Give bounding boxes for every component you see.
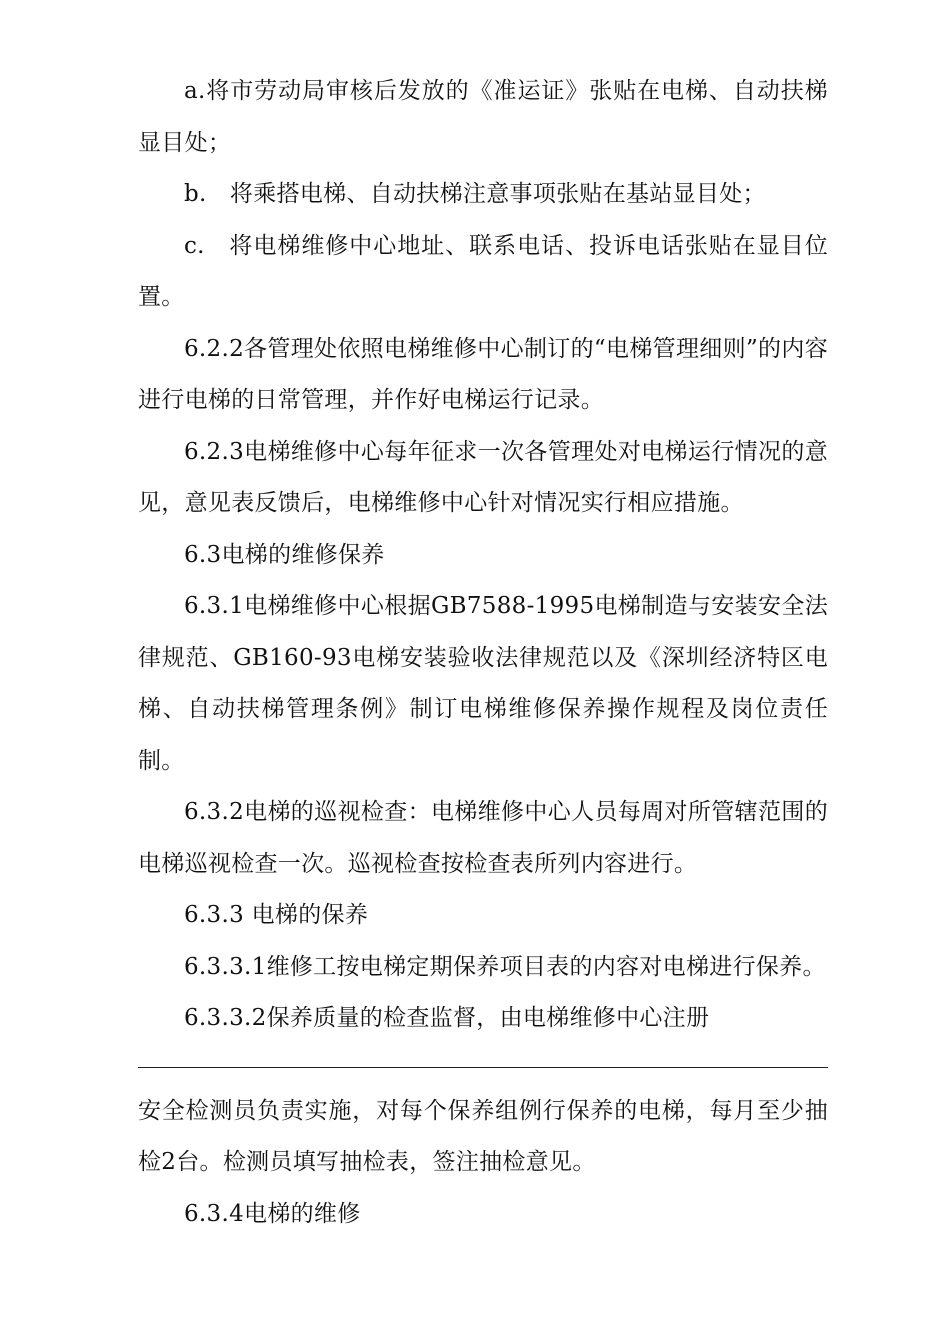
- page-divider: [138, 1067, 828, 1068]
- paragraph-a: a.将市劳动局审核后发放的《准运证》张贴在电梯、自动扶梯显目处；: [138, 78, 828, 156]
- paragraph-b: b. 将乘搭电梯、自动扶梯注意事项张贴在基站显目处；: [184, 181, 766, 207]
- paragraph-6-3-2: 6.3.2电梯的巡视检查：电梯维修中心人员每周对所管辖范围的电梯巡视检查一次。巡视检查按检查表所列内容进行。: [138, 799, 828, 877]
- paragraph-continued: 安全检测员负责实施，对每个保养组例行保养的电梯，每月至少抽检2台。检测员填写抽检表，签注抽检意见。: [138, 1097, 828, 1175]
- paragraph-6-2-2: 6.2.2各管理处依照电梯维修中心制订的“电梯管理细则”的内容进行电梯的日常管理，并作好电梯运行记录。: [138, 335, 828, 413]
- paragraph-6-3-3-2: 6.3.3.2保养质量的检查监督，由电梯维修中心注册: [184, 1005, 710, 1031]
- heading-6-3: 6.3电梯的维修保养: [184, 541, 385, 568]
- paragraph-c: c. 将电梯维修中心地址、联系电话、投诉电话张贴在显目位置。: [138, 232, 828, 310]
- heading-6-3-4: 6.3.4电梯的维修: [184, 1200, 361, 1227]
- heading-6-3-3: 6.3.3 电梯的保养: [184, 902, 369, 928]
- paragraph-6-3-3-1: 6.3.3.1维修工按电梯定期保养项目表的内容对电梯进行保养。: [184, 953, 826, 980]
- document-page: [138, 66, 828, 1240]
- paragraph-6-3-1: 6.3.1电梯维修中心根据GB7588-1995电梯制造与安装安全法律规范、GB160-93电梯安装验收法律规范以及《深圳经济特区电梯、自动扶梯管理条例》制订电梯维修保养操作规程及岗位责任制。: [138, 593, 828, 774]
- paragraph-6-2-3: 6.2.3电梯维修中心每年征求一次各管理处对电梯运行情况的意见，意见表反馈后，电梯维修中心针对情况实行相应措施。: [138, 438, 828, 516]
